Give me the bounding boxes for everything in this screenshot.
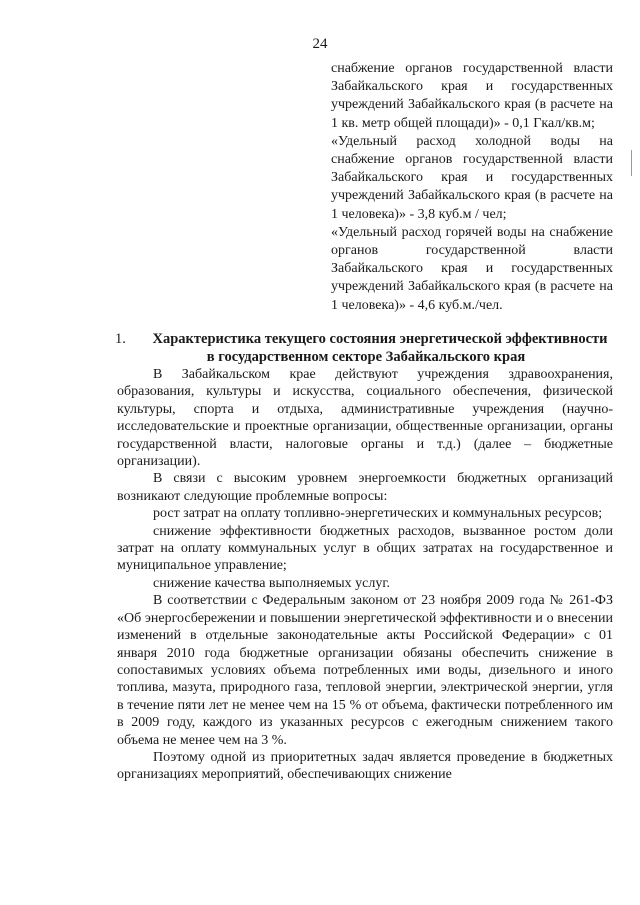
paragraph-problem-costs: рост затрат на оплату топливно-энергетических и коммунальных ресурсов;	[153, 506, 603, 522]
indicator-item-heat: снабжение органов государственной власти Забайкальского края и государственных учреждений Забайкальского края (в расчете на 1 кв. метр общей площади)» - 0,1 Гкал/кв.м;	[331, 61, 613, 131]
indicator-item-cold-water: «Удельный расход холодной воды на снабжение органов государственной власти Забайкальского края и государственных учреждений Забайкальского края (в расчете на 1 человека)» - 3,8 куб.м / чел;	[331, 133, 613, 222]
page-number: 24	[312, 36, 328, 52]
indicator-list	[331, 60, 613, 315]
paragraph-problem-quality: снижение качества выполняемых услуг.	[153, 575, 391, 591]
indicator-item-hot-water: «Удельный расход горячей воды на снабжение органов государственной власти Забайкальского края и государственных учреждений Забайкальского края (в расчете на 1 человека)» - 4,6 куб.м./чел.	[331, 224, 613, 313]
paragraph-problem-efficiency: снижение эффективности бюджетных расходов, вызванное ростом доли затрат на оплату коммунальных услуг в общих затратах на государственное и муниципальное управление;	[117, 523, 613, 574]
section-title-line2: в государственном секторе Забайкальского края	[206, 349, 526, 365]
section-heading	[113, 330, 619, 366]
paragraph-federal-law: В соответствии с Федеральным законом от 23 ноября 2009 года № 261-ФЗ «Об энергосбережении и повышении энергетической эффективности и о внесении изменений в отдельные законодательные акты Российской Федерации» с 01 января 2010 года бюджетные организации обязаны обеспечить снижение в сопоставимых условиях объема потребленных ими воды, дизельного и иного топлива, мазута, природного газа, тепловой энергии, электрической энергии, угля в течение пяти лет не менее чем на 15 % от объема, фактически потребленного им в 2009 году, каждого из указанных ресурсов с ежегодным снижением такого объема не менее чем на 3 %.	[117, 593, 613, 748]
paragraph-problems-intro: В связи с высоким уровнем энергоемкости бюджетных организаций возникают следующие проблемные вопросы:	[117, 471, 613, 504]
body-text	[117, 366, 613, 784]
scan-mark	[631, 150, 632, 176]
section-number: 1.	[115, 331, 126, 347]
paragraph-institutions: В Забайкальском крае действуют учреждения здравоохранения, образования, культуры и искусства, социального обеспечения, физической культуры, спорта и отдыха, административные учреждения (научно-исследовательские и проектные организации, общественные организации, органы государственной власти, налоговые органы и т.д.) (далее – бюджетные организации).	[117, 367, 613, 470]
section-title-line1: Характеристика текущего состояния энергетической эффективности	[152, 331, 608, 347]
paragraph-priority-task: Поэтому одной из приоритетных задач является проведение в бюджетных организациях мероприятий, обеспечивающих снижение	[117, 749, 613, 783]
